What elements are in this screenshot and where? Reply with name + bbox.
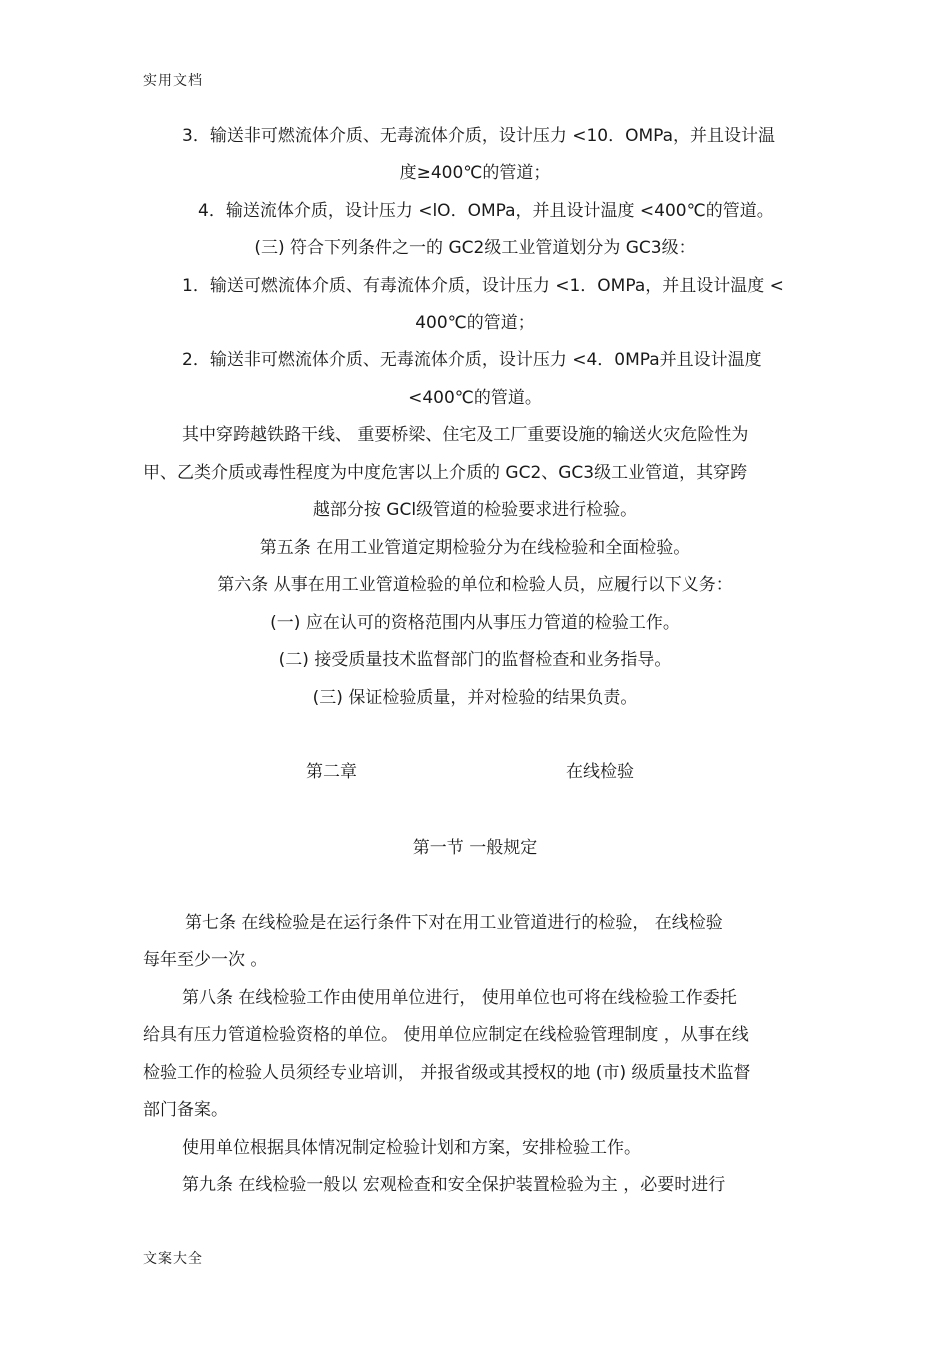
text-line: 部门备案。 (143, 1100, 228, 1120)
text-line: 第六条 从事在用工业管道检验的单位和检验人员，应履行以下义务： (217, 575, 733, 595)
text-line: 3．输送非可燃流体介质、无毒流体介质，设计压力 <10．OMPa，并且设计温 (182, 126, 776, 146)
section-title: 第一节 一般规定 (412, 838, 538, 858)
text-line: (一) 应在认可的资格范围内从事压力管道的检验工作。 (270, 613, 680, 633)
page-header: 实用文档 (143, 73, 203, 89)
text-line: 400℃的管道； (415, 313, 535, 333)
text-line: 2．输送非可燃流体介质、无毒流体介质，设计压力 <4．0MPa并且设计温度 (182, 350, 762, 370)
text-line: (三) 保证检验质量，并对检验的结果负责。 (312, 688, 638, 708)
chapter-title: 在线检验 (566, 762, 634, 782)
text-line: 第五条 在用工业管道定期检验分为在线检验和全面检验。 (259, 538, 691, 558)
chapter-number: 第二章 (306, 762, 357, 782)
text-line: 越部分按 GCl级管道的检验要求进行检验。 (312, 500, 638, 520)
text-line: 第九条 在线检验一般以 宏观检查和安全保护装置检验为主 ，必要时进行 (182, 1175, 726, 1195)
text-line: 第七条 在线检验是在运行条件下对在用工业管道进行的检验， 在线检验 (185, 913, 723, 933)
text-line: 每年至少一次 。 (143, 950, 268, 970)
text-line: 其中穿跨越铁路干线、 重要桥梁、住宅及工厂重要设施的输送火灾危险性为 (182, 425, 749, 445)
text-line: 使用单位根据具体情况制定检验计划和方案，安排检验工作。 (182, 1138, 641, 1158)
text-line: 度≥400℃的管道； (399, 163, 551, 183)
text-line: 检验工作的检验人员须经专业培训， 并报省级或其授权的地 (市) 级质量技术监督 (143, 1063, 751, 1083)
text-line: 第八条 在线检验工作由使用单位进行， 使用单位也可将在线检验工作委托 (182, 988, 737, 1008)
text-line: 1．输送可燃流体介质、有毒流体介质，设计压力 <1．OMPa，并且设计温度 < (182, 276, 784, 296)
text-line: <400℃的管道。 (408, 388, 542, 408)
text-line: (二) 接受质量技术监督部门的监督检查和业务指导。 (278, 650, 672, 670)
text-line: (三) 符合下列条件之一的 GC2级工业管道划分为 GC3级： (254, 238, 696, 258)
text-line: 甲、乙类介质或毒性程度为中度危害以上介质的 GC2、GC3级工业管道，其穿跨 (143, 463, 748, 483)
page-footer: 文案大全 (143, 1251, 203, 1267)
text-line: 给具有压力管道检验资格的单位。 使用单位应制定在线检验管理制度 ，从事在线 (143, 1025, 749, 1045)
text-line: 4．输送流体介质，设计压力 <lO．OMPa，并且设计温度 <400℃的管道。 (198, 201, 774, 221)
